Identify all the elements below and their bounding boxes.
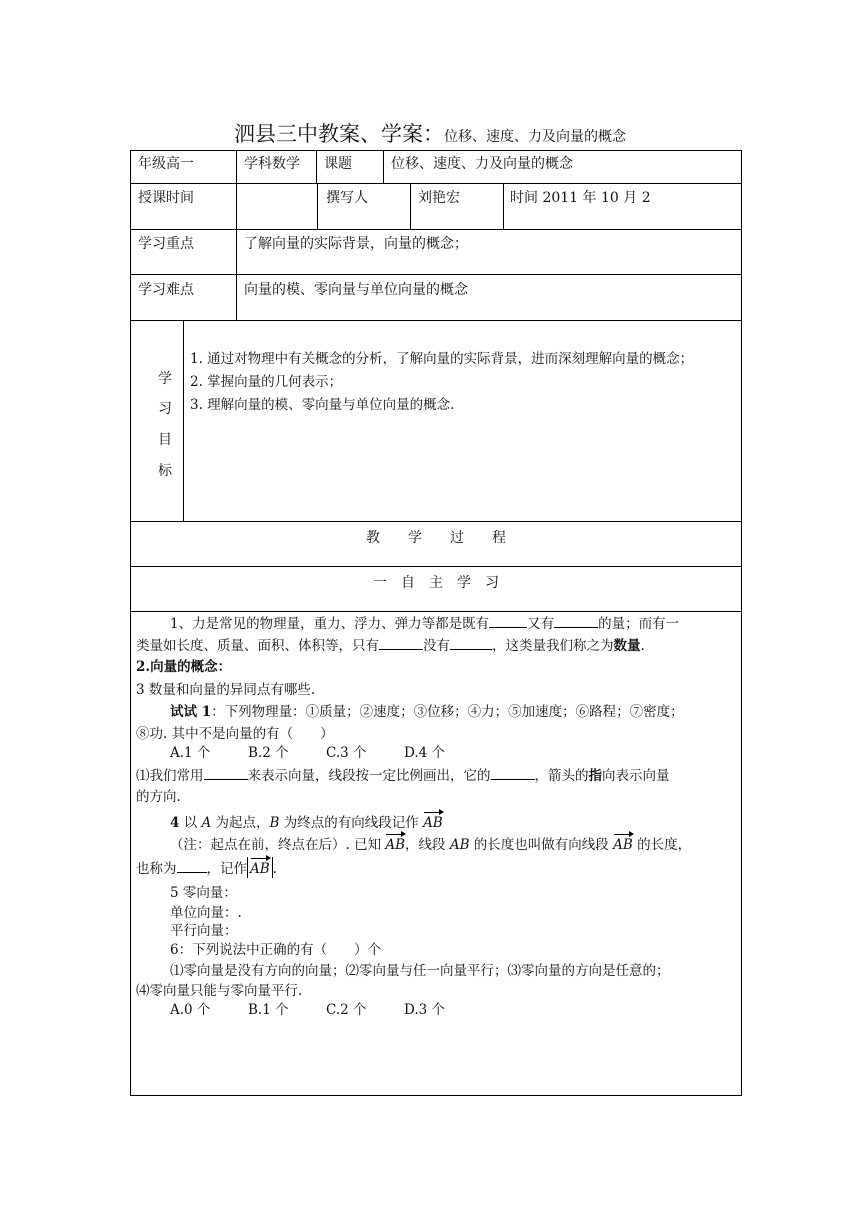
objective-item: 2. 掌握向量的几何表示； <box>190 374 343 390</box>
row-line <box>130 274 742 275</box>
objective-item: 3. 理解向量的模、零向量与单位向量的概念. <box>190 397 455 413</box>
col-line <box>316 150 317 183</box>
fill-blank <box>379 636 423 650</box>
paragraph-11: 平行向量： <box>170 923 238 939</box>
paragraph-13: ⑴零向量是没有方向的向量；⑵零向量与任一向量平行；⑶零向量的方向是任意的； <box>170 963 670 979</box>
objectives-label-char: 习 <box>158 401 172 417</box>
vector-ab: AB <box>250 857 270 878</box>
col-line <box>383 150 384 183</box>
paragraph-14: ⑷零向量只能与零向量平行. <box>136 983 303 999</box>
time-label: 授课时间 <box>138 190 194 206</box>
section-self-study: 一 自 主 学 习 <box>373 575 499 591</box>
objectives-label-char: 学 <box>158 371 172 387</box>
vector-ab: AB <box>613 833 633 854</box>
topic-label: 课题 <box>324 156 352 172</box>
subject-cell: 学科数学 <box>244 156 300 172</box>
row-line <box>130 320 742 321</box>
vector-ab: AB <box>385 833 405 854</box>
row-line <box>130 229 742 230</box>
row-line <box>130 183 742 184</box>
vector-concept-heading: 2.向量的概念： <box>136 659 232 675</box>
try-1-line-2: ⑧功. 其中不是向量的有（ ） <box>136 726 334 742</box>
paragraph-3: 3 数量和向量的异同点有哪些. <box>136 682 316 698</box>
title-main: 泗县三中教案、学案： <box>234 122 444 146</box>
grade-cell: 年级高一 <box>138 156 194 172</box>
paragraph-10: 单位向量：. <box>170 905 242 921</box>
objective-item: 1. 通过对物理中有关概念的分析，了解向量的实际背景，进而深刻理解向量的概念； <box>190 351 694 367</box>
fill-blank <box>491 766 535 780</box>
difficulties-value: 向量的模、零向量与单位向量的概念 <box>244 282 468 298</box>
author-value: 刘艳宏 <box>418 190 460 206</box>
fill-blank <box>204 766 248 780</box>
row-line <box>130 566 742 567</box>
paragraph-7-line-2: 也称为 ，记作 AB . <box>136 857 277 878</box>
objectives-label-char: 目 <box>158 432 172 448</box>
difficulties-label: 学习难点 <box>138 282 194 298</box>
fill-blank <box>450 636 492 650</box>
paragraph-12: 6：下列说法中正确的有（ ）个 <box>170 942 382 958</box>
section-teaching-process: 教 学 过 程 <box>366 530 506 546</box>
options-2: A.0 个 B.1 个 C.2 个 D.3 个 <box>170 1002 446 1018</box>
title-sub: 位移、速度、力及向量的概念 <box>444 129 626 145</box>
key-points-label: 学习重点 <box>138 236 194 252</box>
row-line <box>130 521 742 522</box>
row-line <box>130 611 742 612</box>
paragraph-7-line-1: （注：起点在前，终点在后）. 已知 AB，线段 AB 的长度也叫做有向线段 AB 的长度， <box>170 833 691 854</box>
key-points-value: 了解向量的实际背景，向量的概念； <box>244 236 468 252</box>
try-1-line-1: 试试 1：下列物理量：①质量；②速度；③位移；④力；⑤加速度；⑥路程；⑦密度； <box>170 704 684 720</box>
paragraph-5-line-1: ⑴我们常用 来表示向量，线段按一定比例画出，它的 ，箭头的指向表示向量 <box>136 768 670 784</box>
fill-blank <box>554 614 598 628</box>
col-line <box>410 183 411 229</box>
page-title <box>0 118 860 148</box>
paragraph-1-line-1: 1、力是常见的物理量，重力、浮力、弹力等都是既有 又有 的量；而有一 <box>170 616 680 632</box>
vector-ab: AB <box>423 811 443 832</box>
date-cell: 时间 2011 年 10 月 2 <box>510 190 651 206</box>
fill-blank <box>177 859 207 873</box>
col-line <box>503 183 504 229</box>
objectives-label-char: 标 <box>158 463 172 479</box>
paragraph-1-line-2: 类量如长度、质量、面积、体积等，只有 没有 ，这类量我们称之为数量. <box>136 638 645 654</box>
col-line <box>317 183 318 229</box>
paragraph-6: 4 以 A 为起点，B 为终点的有向线段记作 AB <box>170 811 443 832</box>
topic-value: 位移、速度、力及向量的概念 <box>391 156 573 172</box>
paragraph-5-line-2: 的方向. <box>136 789 181 805</box>
paragraph-9: 5 零向量： <box>170 885 237 901</box>
col-line <box>236 150 237 320</box>
author-label: 撰写人 <box>326 190 368 206</box>
vector-ab-magnitude <box>247 857 273 878</box>
fill-blank <box>489 614 527 628</box>
col-line <box>183 320 184 521</box>
options-1: A.1 个 B.2 个 C.3 个 D.4 个 <box>170 745 446 761</box>
